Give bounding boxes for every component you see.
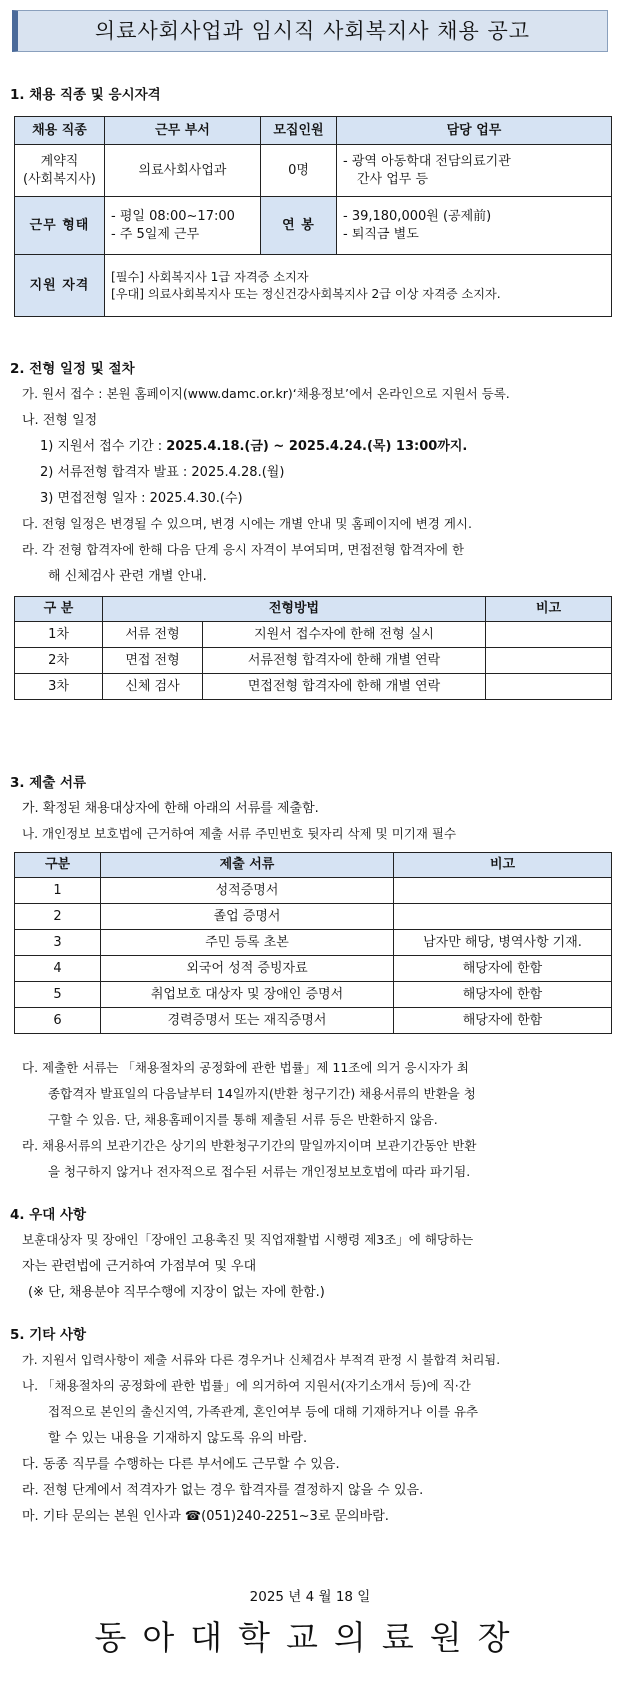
doc-no: 4 xyxy=(15,956,101,982)
section5-heading: 5. 기타 사항 xyxy=(10,1327,87,1343)
sel-desc: 면접전형 합격자에 한해 개별 연락 xyxy=(203,674,486,700)
salary-label: 연 봉 xyxy=(261,197,337,255)
duty-line1: - 광역 아동학대 전담의료기관 xyxy=(343,153,511,169)
page-title: 의료사회사업과 임시직 사회복지사 채용 공고 xyxy=(12,10,608,52)
table-row xyxy=(15,956,612,982)
sel-header-note: 비고 xyxy=(486,597,612,622)
col-header-count: 모집인원 xyxy=(261,117,337,145)
doc-no: 2 xyxy=(15,904,101,930)
doc-name: 졸업 증명서 xyxy=(101,904,394,930)
s3-item-c-line1: 다. 제출한 서류는 「채용절차의 공정화에 관한 법률」제 11조에 의거 응시자가 최 xyxy=(22,1060,469,1075)
doc-note: 해당자에 한함 xyxy=(394,1008,612,1034)
doc-no: 6 xyxy=(15,1008,101,1034)
qual-line1: [필수] 사회복지사 1급 자격증 소지자 xyxy=(111,270,309,285)
salary-line2: - 퇴직금 별도 xyxy=(343,226,419,242)
doc-header-doc: 제출 서류 xyxy=(101,853,394,878)
duty-cell xyxy=(337,145,612,197)
s5-item-b-line1: 나. 「채용절차의 공정화에 관한 법률」에 의거하여 지원서(자기소개서 등)에 직·간 xyxy=(22,1378,471,1393)
doc-name: 주민 등록 초본 xyxy=(101,930,394,956)
work-label: 근무 형태 xyxy=(15,197,105,255)
table-row xyxy=(15,622,612,648)
s3-item-b: 나. 개인정보 보호법에 근거하여 제출 서류 주민번호 뒷자리 삭제 및 미기재 필수 xyxy=(22,826,457,841)
s5-item-b-line3: 할 수 있는 내용을 기재하지 않도록 유의 바람. xyxy=(48,1431,308,1446)
job-line1: 계약직 xyxy=(40,153,79,169)
doc-name: 취업보호 대상자 및 장애인 증명서 xyxy=(101,982,394,1008)
issuer-signature: 동아대학교의료원장 xyxy=(94,1618,526,1657)
s5-item-d: 라. 전형 단계에서 적격자가 없는 경우 합격자를 결정하지 않을 수 있음. xyxy=(22,1483,424,1498)
sel-type: 신체 검사 xyxy=(103,674,203,700)
qual-label: 지원 자격 xyxy=(15,255,105,317)
sel-header-method: 전형방법 xyxy=(103,597,486,622)
doc-no: 1 xyxy=(15,878,101,904)
sel-stage: 2차 xyxy=(15,648,103,674)
table-row xyxy=(15,930,612,956)
sel-note xyxy=(486,622,612,648)
doc-name: 외국어 성적 증빙자료 xyxy=(101,956,394,982)
s5-item-b-line2: 접적으로 본인의 출신지역, 가족관계, 혼인여부 등에 대해 기재하거나 이를 유추 xyxy=(48,1404,479,1419)
doc-note: 남자만 해당, 병역사항 기재. xyxy=(394,930,612,956)
s5-item-e: 마. 기타 문의는 본원 인사과 ☎(051)240-2251~3로 문의바람. xyxy=(22,1509,389,1524)
s2-item-a: 가. 원서 접수 : 본원 홈페이지(www.damc.or.kr)‘채용정보’에서 온라인으로 지원서 등록. xyxy=(22,386,510,401)
sel-type: 면접 전형 xyxy=(103,648,203,674)
sel-note xyxy=(486,648,612,674)
count-cell: 0명 xyxy=(261,145,337,197)
doc-header-note: 비고 xyxy=(394,853,612,878)
salary-cell xyxy=(337,197,612,255)
s5-item-a: 가. 지원서 입력사항이 제출 서류와 다른 경우거나 신체검사 부적격 판정 시 불합격 처리됨. xyxy=(22,1353,501,1367)
s4-line1: 보훈대상자 및 장애인「장애인 고용촉진 및 직업재활법 시행령 제3조」에 해당하는 xyxy=(22,1232,474,1247)
sel-desc: 지원서 접수자에 한해 전형 실시 xyxy=(203,622,486,648)
table-row xyxy=(15,982,612,1008)
dept-cell: 의료사회사업과 xyxy=(105,145,261,197)
selection-table xyxy=(14,596,612,700)
sel-stage: 3차 xyxy=(15,674,103,700)
doc-name: 성적증명서 xyxy=(101,878,394,904)
work-line2: - 주 5일제 근무 xyxy=(111,226,200,242)
s2-item-d-line1: 라. 각 전형 합격자에 한해 다음 단계 응시 자격이 부여되며, 면접전형 합격자에 한 xyxy=(22,542,465,557)
s3-item-d-line1: 라. 채용서류의 보관기간은 상기의 반환청구기간의 말일까지이며 보관기간동안 반환 xyxy=(22,1138,477,1153)
s2-item-c: 다. 전형 일정은 변경될 수 있으며, 변경 시에는 개별 안내 및 홈페이지에 변경 게시. xyxy=(22,516,472,531)
s3-item-d-line2: 을 청구하지 않거나 전자적으로 접수된 서류는 개인정보보호법에 따라 파기됨. xyxy=(48,1164,471,1179)
doc-no: 3 xyxy=(15,930,101,956)
doc-note xyxy=(394,904,612,930)
doc-note xyxy=(394,878,612,904)
s4-line3: (※ 단, 채용분야 직무수행에 지장이 없는 자에 한함.) xyxy=(28,1285,325,1300)
s2-b1-period: 2025.4.18.(금) ~ 2025.4.24.(목) 13:00까지. xyxy=(166,439,468,454)
section1-heading: 1. 채용 직종 및 응시자격 xyxy=(10,87,161,103)
doc-note: 해당자에 한함 xyxy=(394,982,612,1008)
recruitment-table xyxy=(14,116,612,317)
qual-cell xyxy=(105,255,612,317)
s5-item-c: 다. 동종 직무를 수행하는 다른 부서에도 근무할 수 있음. xyxy=(22,1457,340,1472)
announcement-date: 2025 년 4 월 18 일 xyxy=(249,1589,371,1605)
sel-desc: 서류전형 합격자에 한해 개별 연락 xyxy=(203,648,486,674)
doc-header-no: 구분 xyxy=(15,853,101,878)
doc-name: 경력증명서 또는 재직증명서 xyxy=(101,1008,394,1034)
table-row xyxy=(15,878,612,904)
doc-note: 해당자에 한함 xyxy=(394,956,612,982)
s3-item-c-line2: 종합격자 발표일의 다음날부터 14일까지(반환 청구기간) 채용서류의 반환을 청 xyxy=(48,1086,476,1101)
sel-stage: 1차 xyxy=(15,622,103,648)
table-row xyxy=(15,674,612,700)
work-cell xyxy=(105,197,261,255)
section2-heading: 2. 전형 일정 및 절차 xyxy=(10,361,135,377)
duty-line2: 간사 업무 등 xyxy=(357,171,429,187)
s2-item-b3: 3) 면접전형 일자 : 2025.4.30.(수) xyxy=(40,491,243,506)
table-row xyxy=(15,1008,612,1034)
documents-table xyxy=(14,852,612,1034)
s3-item-c-line3: 구할 수 있음. 단, 채용홈페이지를 통해 제출된 서류 등은 반환하지 않음. xyxy=(48,1112,438,1127)
col-header-duty: 담당 업무 xyxy=(337,117,612,145)
s2-item-d-line2: 해 신체검사 관련 개별 안내. xyxy=(48,569,207,584)
s4-line2: 자는 관련법에 근거하여 가점부여 및 우대 xyxy=(22,1259,257,1274)
work-line1: - 평일 08:00~17:00 xyxy=(111,208,235,224)
doc-no: 5 xyxy=(15,982,101,1008)
s2-item-b2: 2) 서류전형 합격자 발표 : 2025.4.28.(월) xyxy=(40,465,285,480)
sel-type: 서류 전형 xyxy=(103,622,203,648)
table-row xyxy=(15,904,612,930)
qual-line2: [우대] 의료사회복지사 또는 정신건강사회복지사 2급 이상 자격증 소지자. xyxy=(111,286,501,301)
s3-item-a: 가. 확정된 채용대상자에 한해 아래의 서류를 제출함. xyxy=(22,801,319,816)
s2-b1-prefix: 1) 지원서 접수 기간 : xyxy=(40,439,167,454)
table-row xyxy=(15,648,612,674)
sel-header-stage: 구 분 xyxy=(15,597,103,622)
job-line2: (사회복지사) xyxy=(23,171,96,187)
col-header-dept: 근무 부서 xyxy=(105,117,261,145)
sel-note xyxy=(486,674,612,700)
salary-line1: - 39,180,000원 (공제前) xyxy=(343,208,492,224)
section3-heading: 3. 제출 서류 xyxy=(10,775,87,791)
s2-item-b: 나. 전형 일정 xyxy=(22,413,98,428)
job-cell xyxy=(15,145,105,197)
col-header-job: 채용 직종 xyxy=(15,117,105,145)
s2-item-b1 xyxy=(40,438,467,456)
section4-heading: 4. 우대 사항 xyxy=(10,1207,87,1223)
